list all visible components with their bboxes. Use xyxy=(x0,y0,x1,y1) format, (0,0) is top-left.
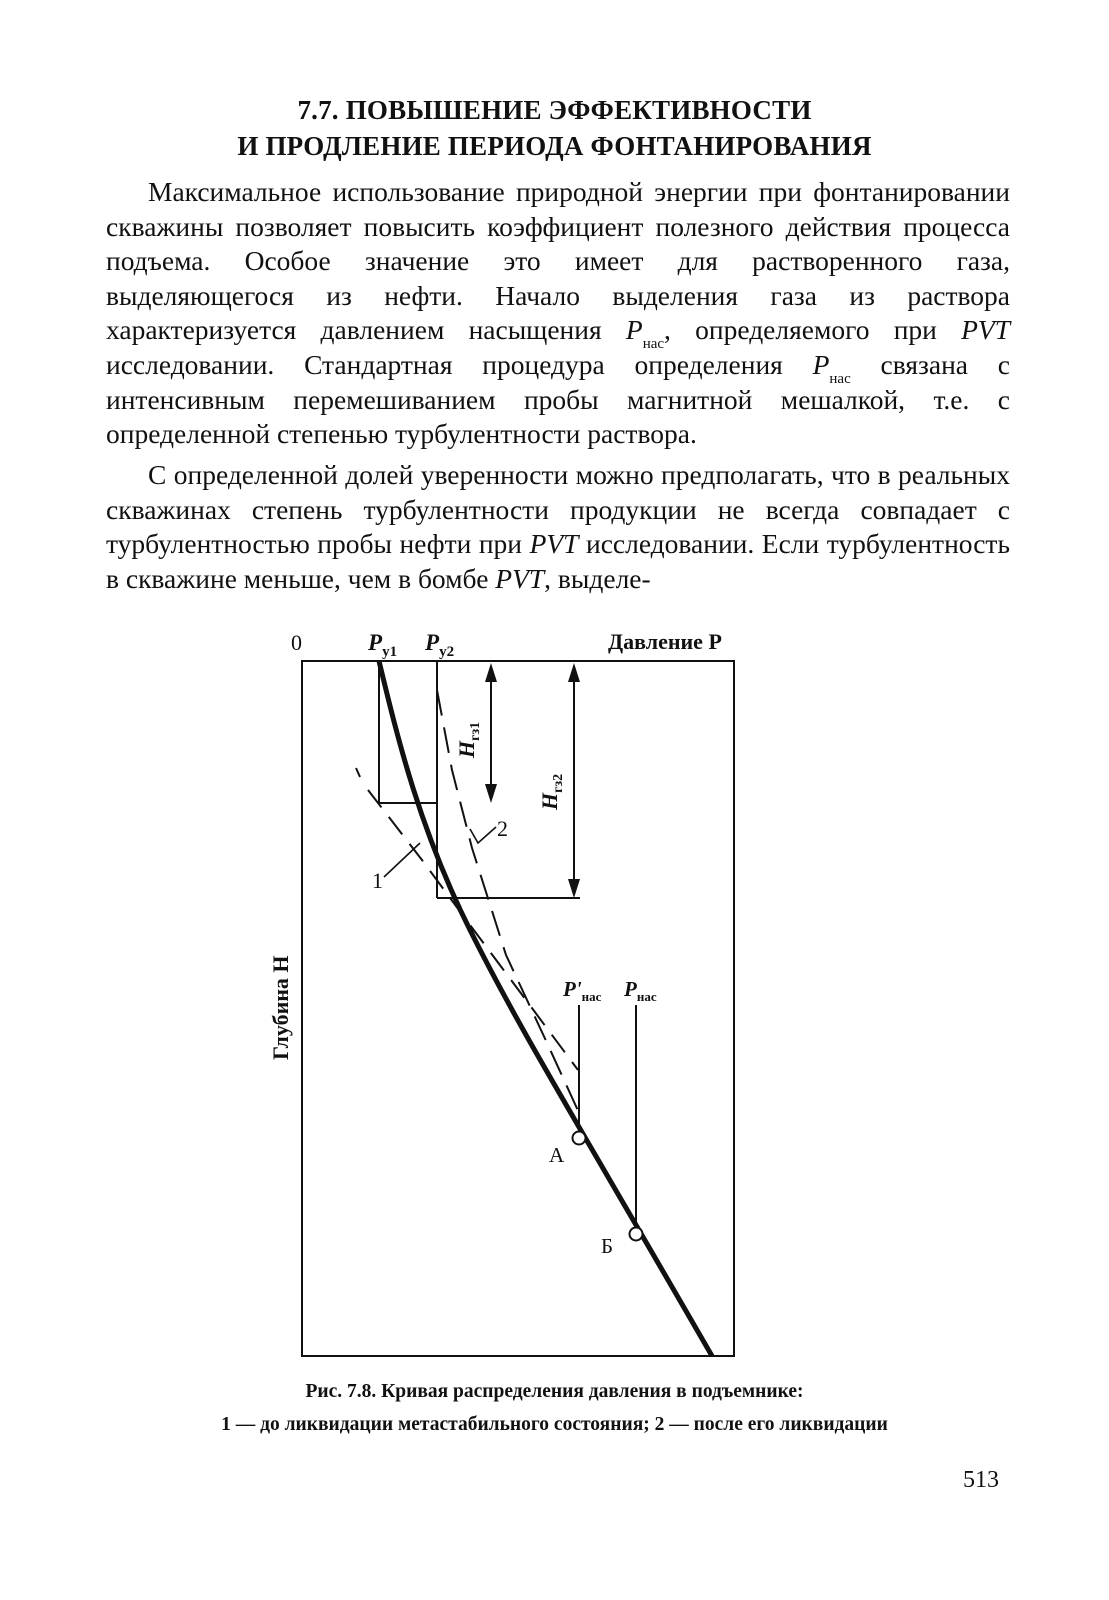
pvt-term: PVT xyxy=(529,528,579,560)
pressure-symbol: P xyxy=(812,348,830,380)
curve-1-label: 1 xyxy=(372,868,383,893)
pressure-axis-label: Давление P xyxy=(608,629,722,654)
hg2-label: $H_{гз2}$ xyxy=(537,773,566,810)
point-a-label: А xyxy=(549,1143,565,1167)
figure-caption-legend: 1 — до ликвидации метастабильного состояния; 2 — после его ликвидации xyxy=(221,1414,888,1435)
paragraph-1-text-c: исследовании. Стандартная процедура определения xyxy=(106,348,813,380)
heading-line-1: 7.7. ПОВЫШЕНИЕ ЭФФЕКТИВНОСТИ xyxy=(297,95,812,125)
pressure-symbol: P xyxy=(625,314,643,346)
point-b-label: Б xyxy=(601,1234,614,1258)
page-number: 513 xyxy=(963,1467,999,1493)
pnas-label: $P_{нас}$ xyxy=(624,977,657,1004)
paragraph-2-text-a: С определенной долей уверенности можно предполагать, что в реальных скважинах степень турбулентности продукции не всегда совпадает с турбулентностью пробы нефти при xyxy=(106,459,1010,560)
curve-2-label: 2 xyxy=(497,816,508,841)
hg2-arrow-bottom xyxy=(568,879,580,898)
hg1-label: $H_{гз1}$ xyxy=(454,721,483,758)
pressure-distribution-curve xyxy=(379,661,712,1356)
paragraph-1-text-b: , определяемого при xyxy=(664,314,962,346)
paragraph-1-text-a: Максимальное использование природной энергии при фонтанировании скважины позволяет повысить коэффициент полезного действия процесса подъема. Особое значение это имеет для растворенного газа, выделяющегося из нефти. Начало выделения газа из раствора характеризуется давлением насыщения xyxy=(106,176,1010,346)
py1-label: $P_{y1}$ xyxy=(368,630,398,660)
depth-axis-label: Глубина H xyxy=(268,955,293,1060)
pvt-term: PVT xyxy=(961,314,1010,346)
hg2-arrow-top xyxy=(568,663,580,682)
py2-label: $P_{y2}$ xyxy=(425,630,455,660)
pressure-subscript: нас xyxy=(642,336,665,353)
origin-label: 0 xyxy=(291,630,302,655)
pressure-subscript: нас xyxy=(829,370,851,387)
heading-line-2: И ПРОДЛЕНИЕ ПЕРИОДА ФОНТАНИРОВАНИЯ xyxy=(237,131,872,161)
point-b-marker xyxy=(630,1228,643,1241)
figure-caption-title: Рис. 7.8. Кривая распределения давления в подъемнике: xyxy=(305,1381,804,1402)
paragraph-2-text-c: , выделе- xyxy=(544,562,651,594)
paragraph-2-text-b: исследовании. Если турбулентность в скважине меньше, чем в бомбе xyxy=(106,528,1010,594)
point-a-marker xyxy=(573,1132,586,1145)
pvt-term: PVT xyxy=(495,562,545,594)
curve-1-leader xyxy=(384,843,420,877)
pnas-prime-label: $P'_{нас}$ xyxy=(563,977,602,1004)
curve-2-leader xyxy=(470,827,496,843)
hg1-arrow-top xyxy=(485,663,497,682)
hg1-arrow-bottom xyxy=(485,784,497,803)
diagram-frame xyxy=(302,661,734,1356)
paragraph-1-text-d: связана с интенсивным перемешиванием пробы магнитной мешалкой, т.е. с определенной степенью турбулентности раствора. xyxy=(106,348,1010,450)
